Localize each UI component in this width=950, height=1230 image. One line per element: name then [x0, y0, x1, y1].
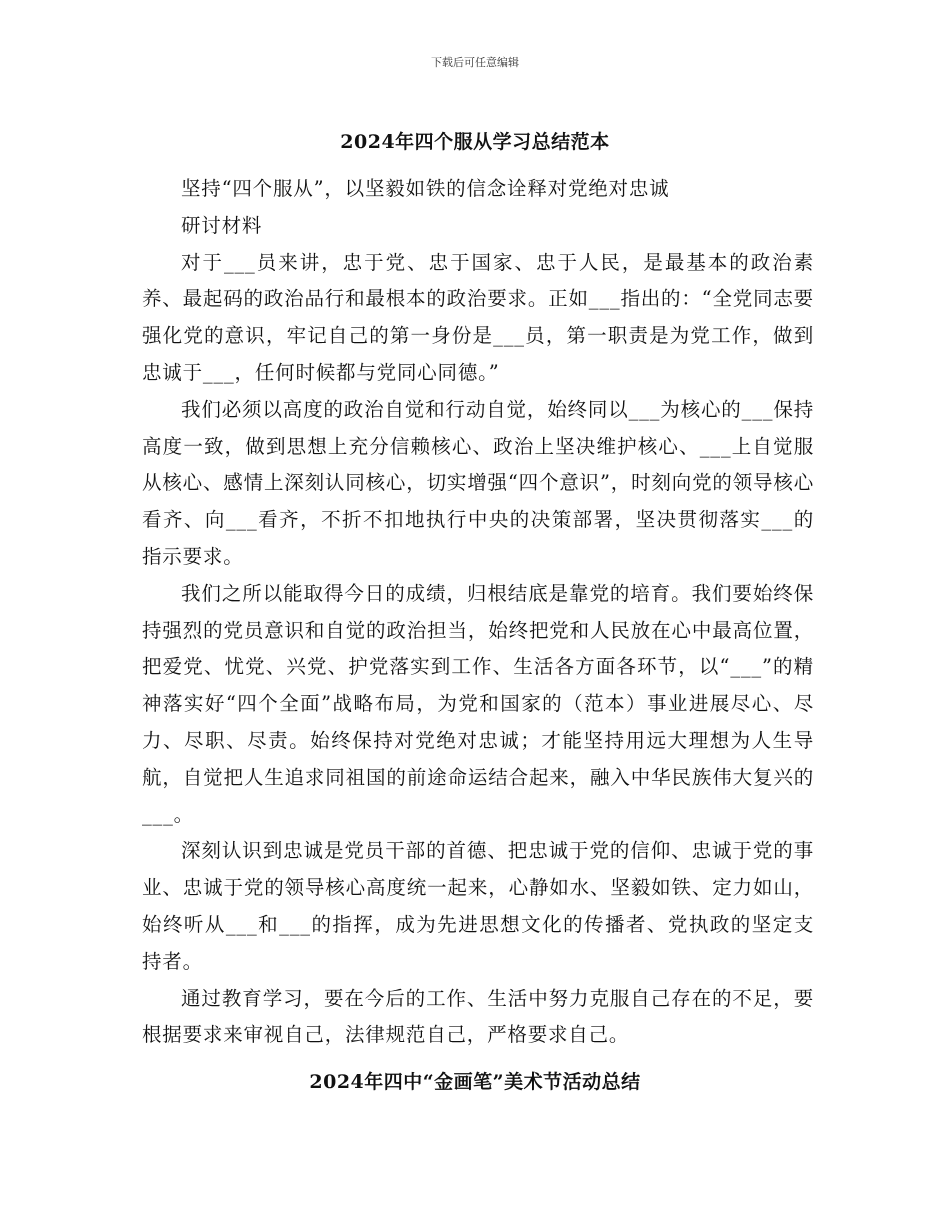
subtitle-line-1: 坚持“四个服从”，以坚毅如铁的信念诠释对党绝对忠诚 — [181, 177, 670, 200]
paragraph: 深刻认识到忠诚是党员干部的首德、把忠诚于党的信仰、忠诚于党的事业、忠诚于党的领导核心高度统一起来，心静如水、坚毅如铁、定力如山，始终听从___和___的指挥，成为先进思想文化的传播者、党执政的坚定支持者。 — [142, 839, 814, 973]
paragraph: 我们之所以能取得今日的成绩，归根结底是靠党的培育。我们要始终保持强烈的党员意识和自觉的政治担当，始终把党和人民放在心中最高位置，把爱党、忧党、兴党、护党落实到工作、生活各方面各环节，以“___”的精神落实好“四个全面”战略布局，为党和国家的（范本）事业进展尽心、尽力、尽职、尽责。始终保持对党绝对忠诚；才能坚持用远大理想为人生导航，自觉把人生追求同祖国的前途命运结合起来，融入中华民族伟大复兴的___。 — [142, 581, 814, 826]
document-title: 2024年四个服从学习总结范本 — [340, 131, 610, 153]
paragraph: 通过教育学习，要在今后的工作、生活中努力克服自己存在的不足，要根据要求来审视自己，法律规范自己，严格要求自己。 — [142, 986, 814, 1047]
paragraph: 我们必须以高度的政治自觉和行动自觉，始终同以___为核心的___保持高度一致，做到思想上充分信赖核心、政治上坚决维护核心、___上自觉服从核心、感情上深刻认同核心，切实增强“四个意识”，时刻向党的领导核心看齐、向___看齐，不折不扣地执行中央的决策部署，坚决贯彻落实___的指示要求。 — [142, 397, 814, 568]
subtitle-line-2: 研讨材料 — [181, 213, 263, 237]
paragraph: 对于___员来讲，忠于党、忠于国家、忠于人民，是最基本的政治素养、最起码的政治品行和最根本的政治要求。正如___指出的：“全党同志要强化党的意识，牢记自己的第一身份是___员，第一职责是为党工作，做到忠诚于___，任何时候都与党同心同德。” — [142, 250, 814, 384]
header-note: 下载后可任意编辑 — [431, 56, 519, 69]
document-body — [142, 171, 814, 1054]
next-document-title: 2024年四中“金画笔”美术节活动总结 — [309, 1071, 641, 1093]
